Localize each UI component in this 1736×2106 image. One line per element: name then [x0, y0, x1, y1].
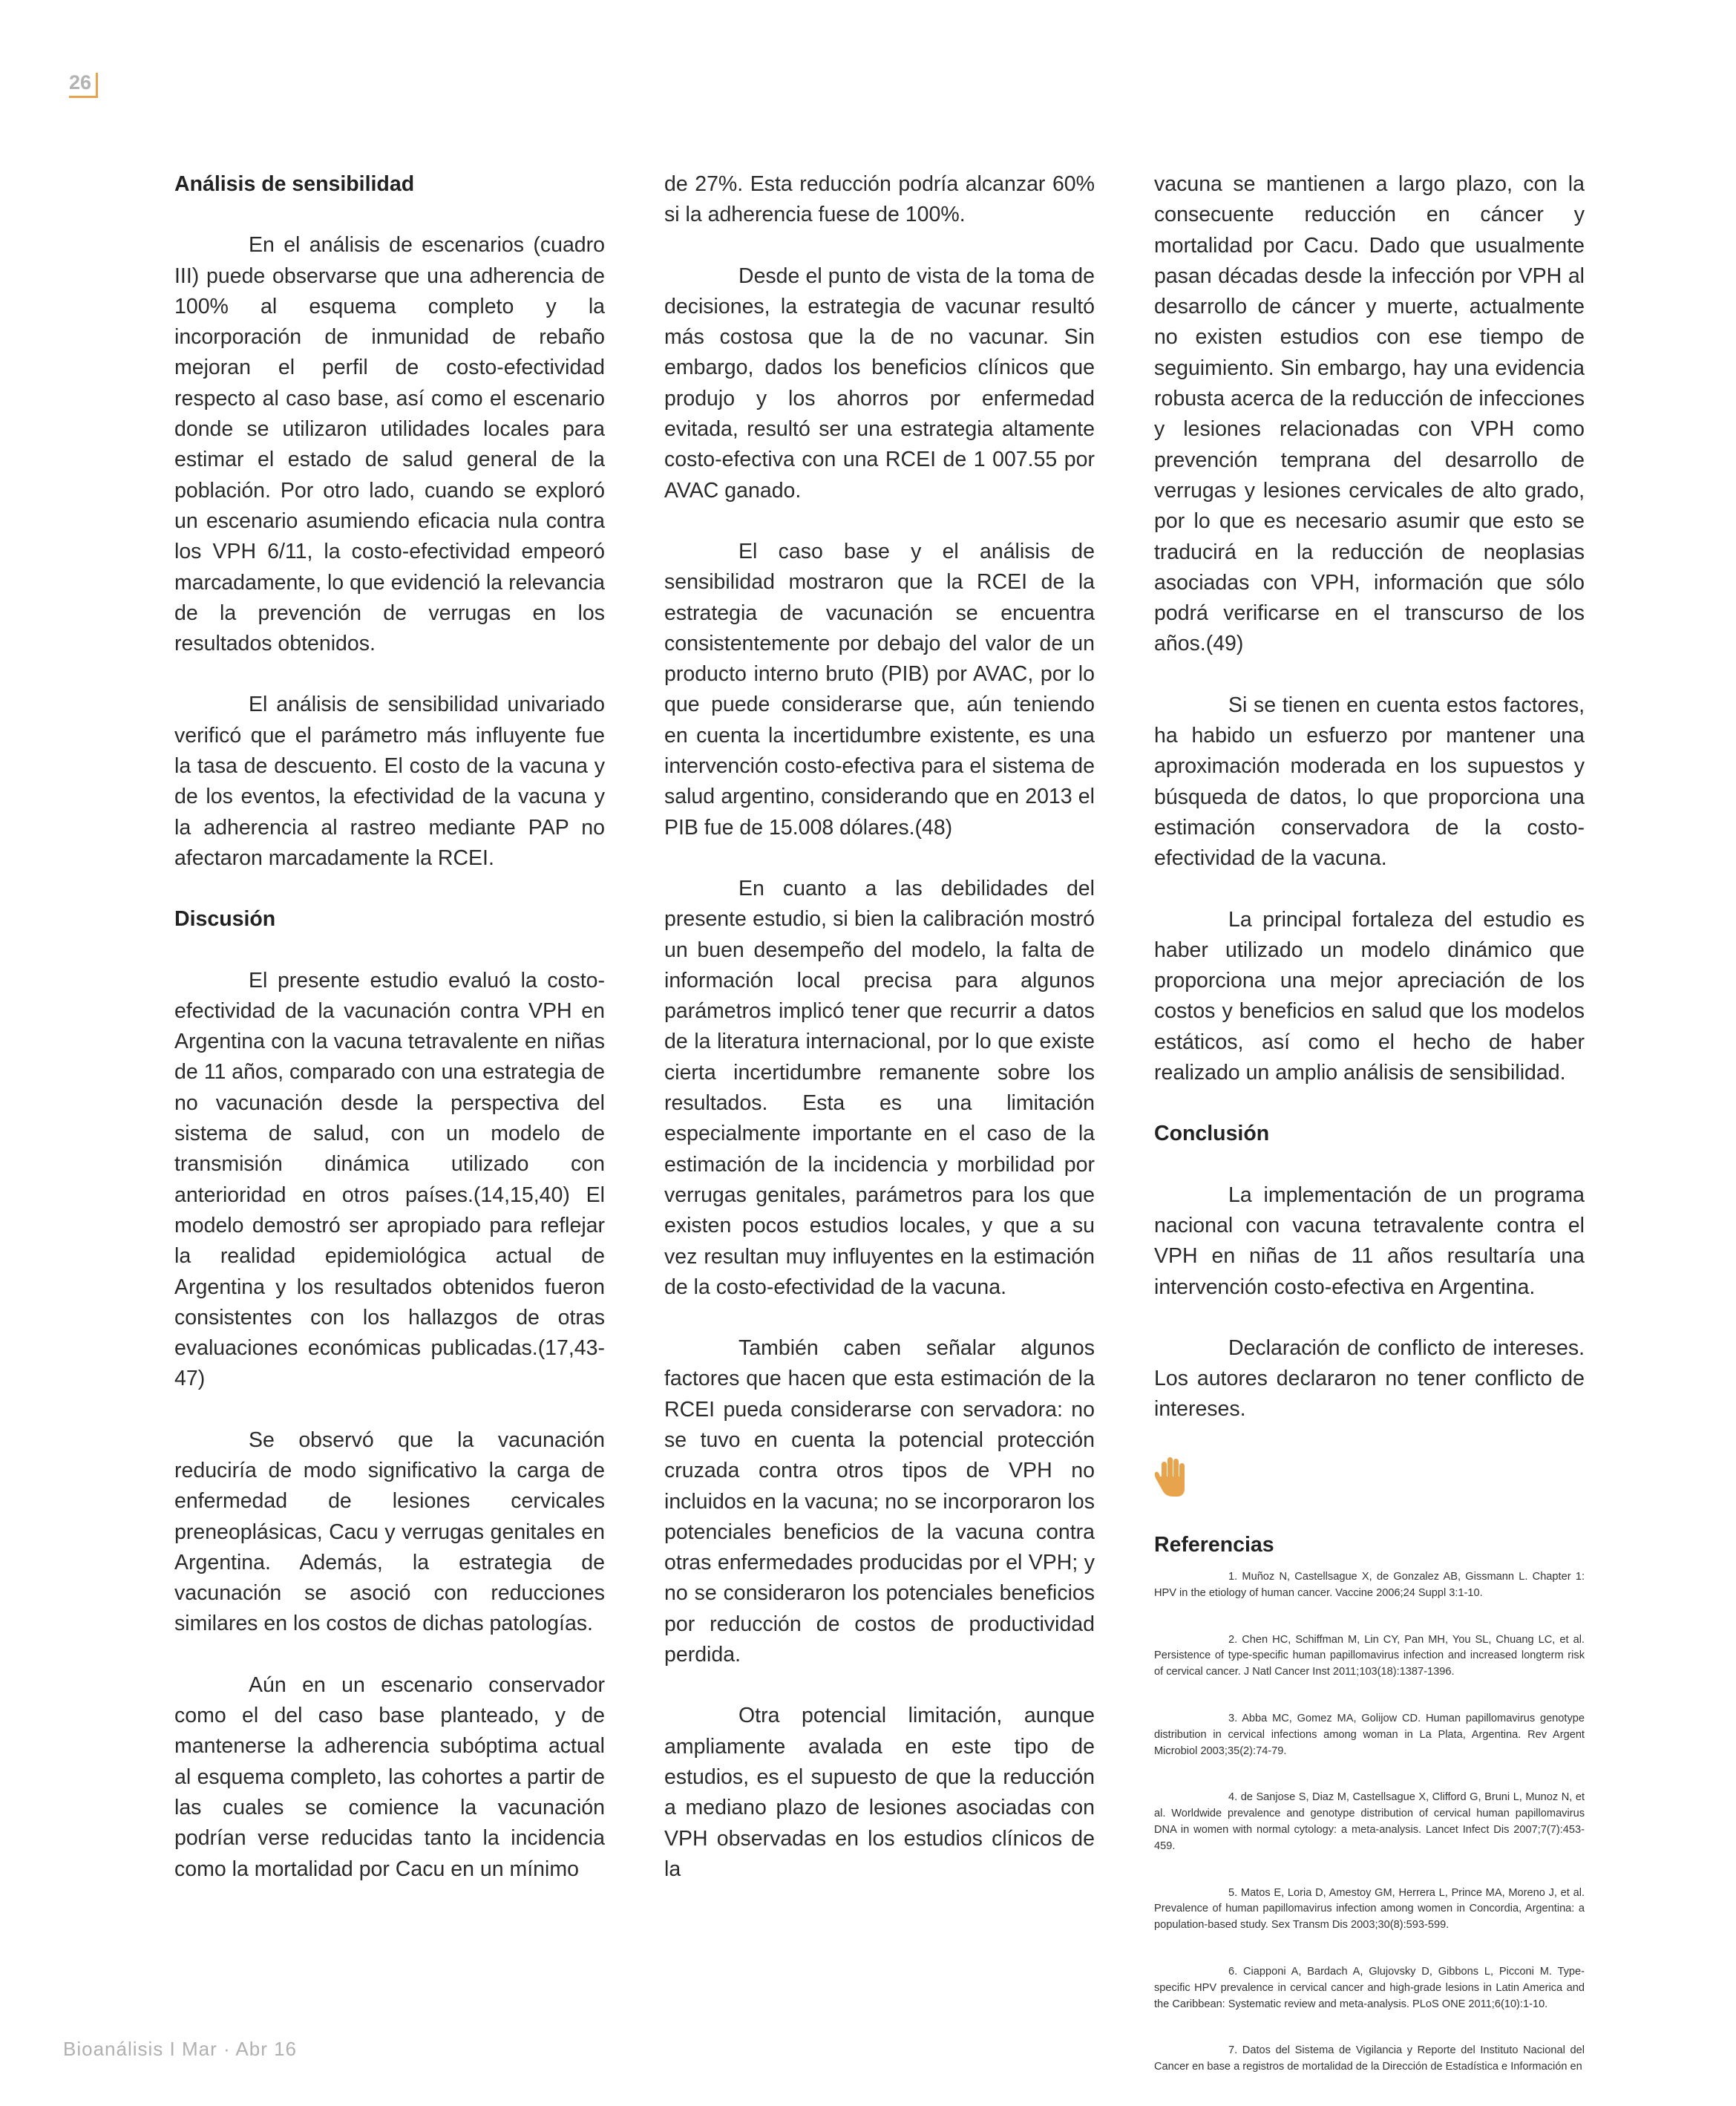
page-number: 26 [69, 73, 98, 98]
reference-item: 5. Matos E, Loria D, Amestoy GM, Herrera L, Prince MA, Moreno J, et al. Prevalence of human papillomavirus infection among women in Concordia, Argentina: a population-based study. Sex Transm Dis 2003;30(8):593-599. [1154, 1886, 1585, 1932]
reference-item: 4. de Sanjose S, Diaz M, Castellsague X, Clifford G, Bruni L, Munoz N, et al. Worldwide prevalence and genotype distribution of cervical human papillomavirus DNA in women with normal cytology: a meta-analysis. Lancet Infect Dis 2007;7(7):453-459. [1154, 1791, 1585, 1852]
paragraph: de 27%. Esta reducción podría alcanzar 60% si la adherencia fuese de 100%. [664, 172, 1095, 227]
column-3 [1154, 169, 1585, 2106]
paragraph: El caso base y el análisis de sensibilidad mostraron que la RCEI de la estrategia de vacunación se encuentra consistentemente por debajo del valor de un producto interno bruto (PIB) por AVAC, por lo que puede considerarse que, aún teniendo en cuenta la incertidumbre existente, es una intervención costo-efectiva para el sistema de salud argentino, considerando que en 2013 el PIB fue de 15.008 dólares.(48) [664, 539, 1095, 840]
paragraph: En cuanto a las debilidades del presente estudio, si bien la calibración mostró un buen desempeño del modelo, la falta de información local precisa para algunos parámetros implicó tener que recurrir a datos de la literatura internacional, por lo que existe cierta incertidumbre remanente sobre los resultados. Esta es una limitación especialmente importante en el caso de la estimación de la incidencia y morbilidad por verrugas genitales, parámetros para los que existen pocos estudios locales, y que a su vez resultan muy influyentes en la estimación de la costo-efectividad de la vacuna. [664, 876, 1095, 1299]
references-section [1154, 1530, 1585, 2076]
paragraph: Aún en un escenario conservador como el del caso base planteado, y de mantenerse la adherencia subóptima actual al esquema completo, las cohortes a partir de las cuales se comience la vacunación podrían verse reducidas tanto la incidencia como la mortalidad por Cacu en un mínimo [174, 1672, 605, 1881]
footer-journal-issue: Bioanálisis I Mar · Abr 16 [63, 2038, 298, 2060]
section-heading-referencias: Referencias [1154, 1532, 1274, 1557]
paragraph: Otra potencial limitación, aunque ampliamente avalada en este tipo de estudios, es el supuesto de que la reducción a mediano plazo de lesiones asociadas con VPH observadas en los estudios clínicos de la [664, 1704, 1095, 1881]
reference-item: 7. Datos del Sistema de Vigilancia y Reporte del Instituto Nacional del Cancer en base a registros de mortalidad de la Dirección de Estadística e Información en [1154, 2044, 1585, 2073]
reference-item: 1. Muñoz N, Castellsague X, de Gonzalez AB, Gissmann L. Chapter 1: HPV in the etiology of human cancer. Vaccine 2006;24 Suppl 3:1-10. [1154, 1570, 1585, 1599]
hand-icon [1154, 1456, 1191, 1497]
paragraph: También caben señalar algunos factores que hacen que esta estimación de la RCEI pueda considerarse con servadora: no se tuvo en cuenta la potencial protección cruzada contra otros tipos de VPH no incluidos en la vacuna; no se incorporaron los potenciales beneficios de la vacuna contra otras enfermedades producidas por el VPH; y no se consideraron los potenciales beneficios por reducción de costos de productividad perdida. [664, 1336, 1095, 1667]
section-heading-conclusion: Conclusión [1154, 1122, 1270, 1146]
reference-item: 3. Abba MC, Gomez MA, Golijow CD. Human papillomavirus genotype distribution in cervical infections among woman in La Plata, Argentina. Rev Argent Microbiol 2003;35(2):74-79. [1154, 1712, 1585, 1757]
paragraph: Si se tienen en cuenta estos factores, ha habido un esfuerzo por mantener una aproximación moderada en los supuestos y búsqueda de datos, lo que proporciona una estimación conservadora de la costo-efectividad de la vacuna. [1154, 693, 1585, 871]
column-2 [664, 169, 1095, 1915]
paragraph: En el análisis de escenarios (cuadro III) puede observarse que una adherencia de 100% al esquema completo y la incorporación de inmunidad de rebaño mejoran el perfil de costo-efectividad respecto al caso base, así como el escenario donde se utilizaron utilidades locales para estimar el estado de salud general de la población. Por otro lado, cuando se exploró un escenario asumiendo eficacia nula contra los VPH 6/11, la costo-efectividad empeoró marcadamente, lo que evidenció la relevancia de la prevención de verrugas en los resultados obtenidos. [174, 233, 605, 656]
paragraph: Desde el punto de vista de la toma de decisiones, la estrategia de vacunar resultó más costosa que la de no vacunar. Sin embargo, dados los beneficios clínicos que produjo y los ahorros por enfermedad evitada, resultó ser una estrategia altamente costo-efectiva con una RCEI de 1 007.55 por AVAC ganado. [664, 264, 1095, 503]
section-heading-discusion: Discusión [174, 907, 276, 932]
paragraph: Se observó que la vacunación reduciría de modo significativo la carga de enfermedad de lesiones cervicales preneoplásicas, Cacu y verrugas genitales en Argentina. Además, la estrategia de vacunación se asoció con reducciones similares en los costos de dichas patologías. [174, 1428, 605, 1636]
reference-item: 6. Ciapponi A, Bardach A, Glujovsky D, Gibbons L, Picconi M. Type-specific HPV prevalence in cervical cancer and high-grade lesions in Latin America and the Caribbean: Systematic review and meta-analysis. PLoS ONE 2011;6(10):1-10. [1154, 1965, 1585, 2010]
reference-item: 2. Chen HC, Schiffman M, Lin CY, Pan MH, You SL, Chuang LC, et al. Persistence of type-specific human papillomavirus infection and increased longterm risk of cervical cancer. J Natl Cancer Inst 2011;103(18):1387-1396. [1154, 1633, 1585, 1678]
paragraph: El análisis de sensibilidad univariado verificó que el parámetro más influyente fue la tasa de descuento. El costo de la vacuna y de los eventos, la efectividad de la vacuna y la adherencia al rastreo mediante PAP no afectaron marcadamente la RCEI. [174, 693, 605, 870]
paragraph: La implementación de un programa nacional con vacuna tetravalente contra el VPH en niñas de 11 años resultaría una intervención costo-efectiva en Argentina. [1154, 1183, 1585, 1299]
paragraph: vacuna se mantienen a largo plazo, con la consecuente reducción en cáncer y mortalidad por Cacu. Dado que usualmente pasan décadas desde la infección por VPH al desarrollo de cáncer y muerte, actualmente no existen estudios con ese tiempo de seguimiento. Sin embargo, hay una evidencia robusta acerca de la reducción de infecciones y lesiones relacionadas con VPH como prevención temprana del desarrollo de verrugas y lesiones cervicales de alto grado, por lo que es necesario asumir que esto se traducirá en la reducción de neoplasias asociadas con VPH, información que sólo podrá verificarse en el transcurso de los años.(49) [1154, 172, 1585, 656]
paragraph: Declaración de conflicto de intereses. Los autores declararon no tener conflicto de intereses. [1154, 1335, 1585, 1422]
column-1 [174, 169, 605, 1915]
paragraph: El presente estudio evaluó la costo-efectividad de la vacunación contra VPH en Argentina con la vacuna tetravalente en niñas de 11 años, comparado con una estrategia de no vacunación desde la perspectiva del sistema de salud, con un modelo de transmisión dinámica utilizado con anterioridad en otros países.(14,15,40) El modelo demostró ser apropiado para reflejar la realidad epidemiológica actual de Argentina y los resultados obtenidos fueron consistentes con los hallazgos de otras evaluaciones económicas publicadas.(17,43-47) [174, 968, 605, 1391]
section-heading-sensibilidad: Análisis de sensibilidad [174, 172, 415, 196]
paragraph: La principal fortaleza del estudio es haber utilizado un modelo dinámico que proporciona una mejor apreciación de los costos y beneficios en salud que los modelos estáticos, así como el hecho de haber realizado un amplio análisis de sensibilidad. [1154, 907, 1585, 1085]
